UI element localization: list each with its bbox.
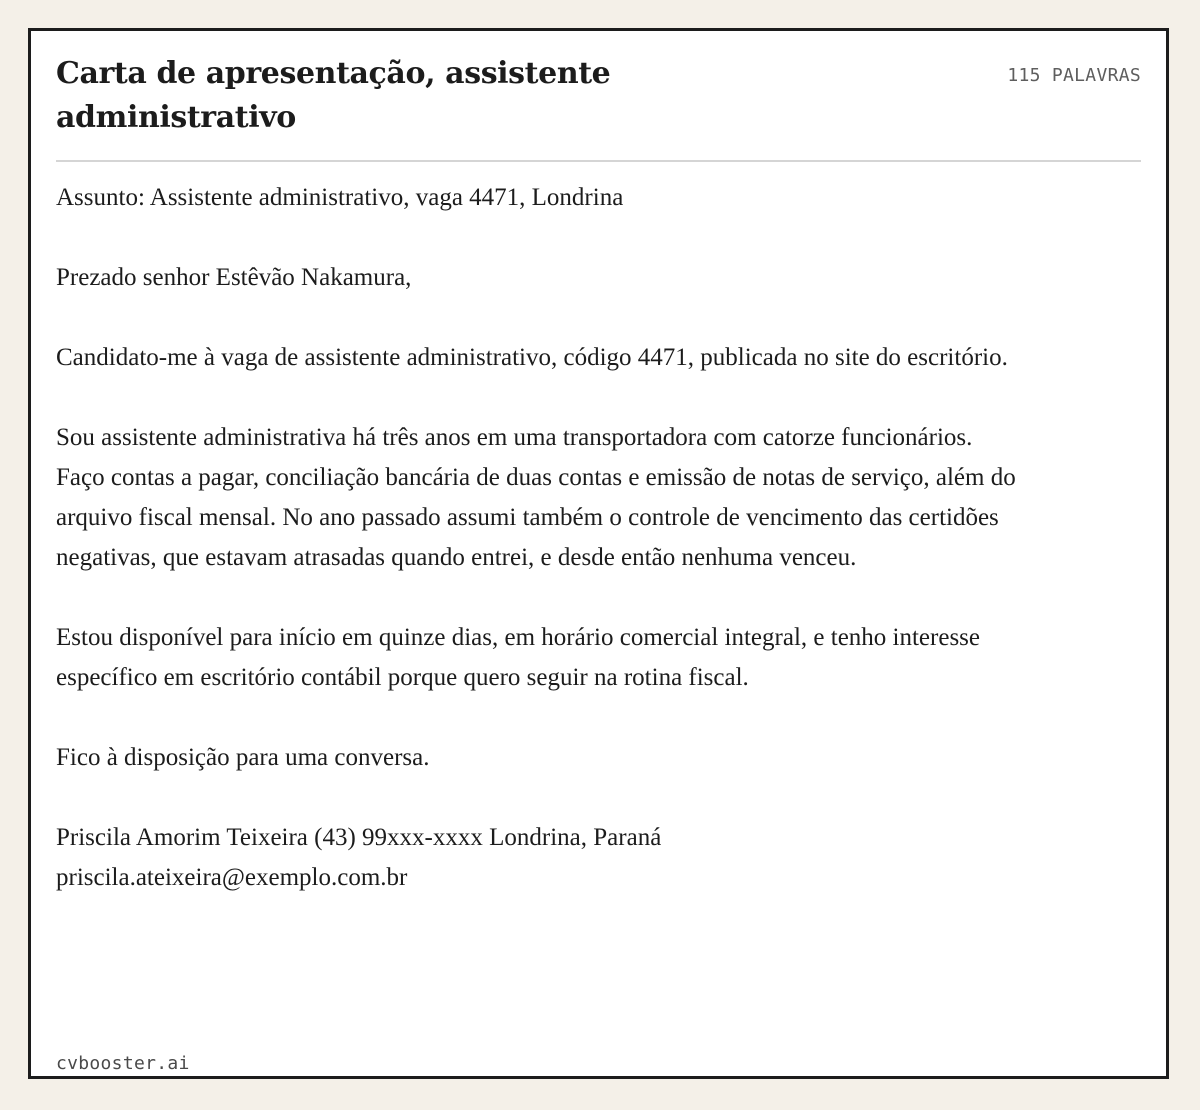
letter-paragraph-intro: Candidato-me à vaga de assistente administrativo, código 4471, publicada no site do escritório.: [56, 344, 1008, 371]
letter-paragraph-availability: Estou disponível para início em quinze dias, em horário comercial integral, e tenho interesse específico em escritório contábil porque quero seguir na rotina fiscal.: [56, 624, 980, 691]
signature-email: priscila.ateixeira@exemplo.com.br: [56, 864, 408, 891]
document-card: [28, 28, 1169, 1079]
letter-closing: Fico à disposição para uma conversa.: [56, 744, 430, 771]
letter-greeting: Prezado senhor Estêvão Nakamura,: [56, 264, 412, 291]
document-title: Carta de apresentação, assistente administrativo: [56, 56, 611, 135]
letter-body: [56, 178, 1016, 898]
brand-watermark: cvbooster.ai: [56, 1053, 190, 1074]
letter-subject: Assunto: Assistente administrativo, vaga 4471, Londrina: [56, 184, 624, 211]
letter-signature: [56, 818, 1016, 898]
signature-name-phone-location: Priscila Amorim Teixeira (43) 99xxx-xxxx Londrina, Paraná: [56, 824, 662, 851]
letter-paragraph-experience: Sou assistente administrativa há três anos em uma transportadora com catorze funcionários. Faço contas a pagar, conciliação bancária de duas contas e emissão de notas de serviço, além do arquivo fiscal mensal. No ano passado assumi também o controle de vencimento das certidões negativas, que estavam atrasadas quando entrei, e desde então nenhuma venceu.: [56, 424, 1016, 571]
word-count-badge: 115 PALAVRAS: [1007, 65, 1141, 86]
header-divider: [56, 160, 1141, 162]
